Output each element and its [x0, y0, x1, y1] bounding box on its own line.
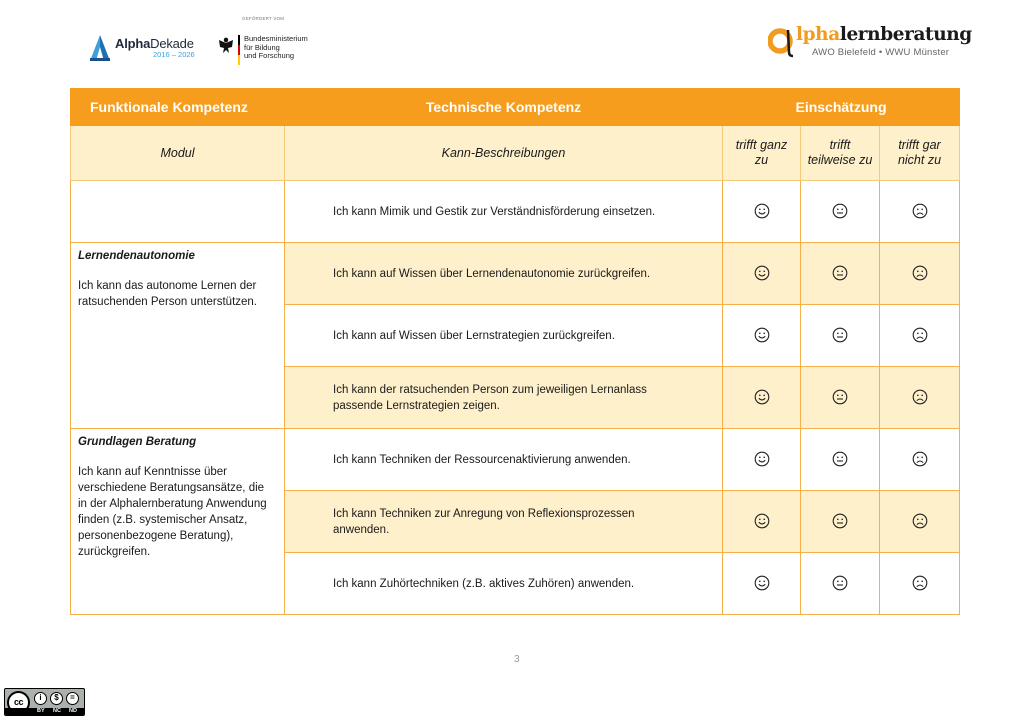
rating-cell-partial[interactable] — [801, 181, 880, 243]
smiling-face-icon[interactable] — [754, 451, 770, 467]
alphadekade-name-regular: Dekade — [150, 36, 194, 52]
german-flag-stripe — [238, 35, 240, 65]
alphadekade-name-bold: Alpha — [115, 36, 151, 52]
rating-cell-none[interactable] — [880, 429, 960, 491]
header-assessment: Einschätzung — [723, 89, 960, 126]
subheader-module: Modul — [71, 126, 285, 181]
bmbf-tagline: GEFÖRDERT VOM — [242, 16, 285, 21]
license-label-nc: NC — [53, 708, 61, 714]
attribution-icon: i — [34, 692, 47, 705]
rating-cell-none[interactable] — [880, 243, 960, 305]
rating-cell-full[interactable] — [723, 491, 801, 553]
can-do-description: Ich kann auf Wissen über Lernstrategien zurückgreifen. — [285, 305, 723, 367]
subheader-rating-partial: trifft teilweise zu — [801, 126, 880, 181]
alphadekade-years: 2016 – 2026 — [153, 50, 195, 60]
can-do-description: Ich kann auf Wissen über Lernendenautonomie zurückgreifen. — [285, 243, 723, 305]
rating-cell-none[interactable] — [880, 367, 960, 429]
cc-icon: cc — [7, 691, 30, 714]
rating-cell-partial[interactable] — [801, 243, 880, 305]
federal-eagle-icon — [218, 36, 234, 54]
logo-subtitle: AWO Bielefeld • WWU Münster — [812, 47, 950, 58]
table-subheader-row — [71, 126, 960, 181]
module-cell — [71, 181, 285, 243]
frowning-face-icon[interactable] — [912, 513, 928, 529]
can-do-description: Ich kann Techniken zur Anregung von Reflexionsprozessen anwenden. — [285, 491, 723, 553]
license-label-nd: ND — [69, 708, 77, 714]
noncommercial-icon: $ — [50, 692, 63, 705]
alphalernberatung-logo — [768, 24, 972, 66]
smiling-face-icon[interactable] — [754, 389, 770, 405]
alphadekade-a-icon — [90, 35, 110, 61]
bmbf-line-1: Bundesministerium — [244, 34, 308, 43]
neutral-face-icon[interactable] — [832, 203, 848, 219]
alphadekade-logo — [90, 33, 195, 63]
bmbf-line-2: für Bildung — [244, 42, 280, 52]
rating-cell-full[interactable] — [723, 367, 801, 429]
noderivatives-icon: = — [66, 692, 79, 705]
can-do-description: Ich kann Mimik und Gestik zur Verständnisförderung einsetzen. — [285, 181, 723, 243]
module-cell — [71, 429, 285, 615]
rating-cell-full[interactable] — [723, 429, 801, 491]
header-functional-competence: Funktionale Kompetenz — [71, 89, 285, 126]
table-body — [71, 181, 960, 615]
rating-cell-full[interactable] — [723, 181, 801, 243]
frowning-face-icon[interactable] — [912, 575, 928, 591]
table-row — [71, 181, 960, 243]
frowning-face-icon[interactable] — [912, 451, 928, 467]
smiling-face-icon[interactable] — [754, 203, 770, 219]
module-cell — [71, 243, 285, 429]
smiling-face-icon[interactable] — [754, 513, 770, 529]
rating-cell-full[interactable] — [723, 305, 801, 367]
frowning-face-icon[interactable] — [912, 389, 928, 405]
rating-cell-partial[interactable] — [801, 367, 880, 429]
neutral-face-icon[interactable] — [832, 265, 848, 281]
license-label-by: BY — [37, 708, 45, 714]
page-number: 3 — [514, 654, 520, 665]
logo-title-rest: lernberatung — [839, 24, 972, 45]
rating-cell-partial[interactable] — [801, 305, 880, 367]
rating-cell-full[interactable] — [723, 243, 801, 305]
neutral-face-icon[interactable] — [832, 389, 848, 405]
neutral-face-icon[interactable] — [832, 451, 848, 467]
logo-title-pha: lpha — [796, 24, 840, 45]
rating-cell-partial[interactable] — [801, 491, 880, 553]
neutral-face-icon[interactable] — [832, 575, 848, 591]
alphalernberatung-a-icon — [768, 26, 794, 58]
frowning-face-icon[interactable] — [912, 327, 928, 343]
subheader-descriptions: Kann-Beschreibungen — [285, 126, 723, 181]
rating-cell-partial[interactable] — [801, 553, 880, 615]
module-description: Ich kann auf Kenntnisse über verschiedene Beratungsansätze, die in der Alphalernberatung Anwendung finden (z.B. systemischer Ansatz, personenbezogene Beratung), zurückgreifen. — [78, 466, 267, 558]
table-row — [71, 429, 960, 491]
smiling-face-icon[interactable] — [754, 265, 770, 281]
competence-table-wrapper — [70, 88, 959, 615]
bmbf-logo — [218, 16, 328, 68]
subheader-rating-full: trifft ganz zu — [723, 126, 801, 181]
module-description: Ich kann das autonome Lernen der ratsuchenden Person unterstützen. — [78, 280, 258, 308]
bmbf-line-3: und Forschung — [244, 51, 295, 60]
header-technical-competence: Technische Kompetenz — [285, 89, 723, 126]
rating-cell-full[interactable] — [723, 553, 801, 615]
rating-cell-none[interactable] — [880, 491, 960, 553]
frowning-face-icon[interactable] — [912, 203, 928, 219]
rating-cell-none[interactable] — [880, 181, 960, 243]
module-title: Lernendenautonomie — [78, 250, 195, 262]
smiling-face-icon[interactable] — [754, 575, 770, 591]
can-do-description: Ich kann Zuhörtechniken (z.B. aktives Zuhören) anwenden. — [285, 553, 723, 615]
table-header-row — [71, 89, 960, 126]
subheader-rating-none: trifft gar nicht zu — [880, 126, 960, 181]
table-row — [71, 243, 960, 305]
can-do-description: Ich kann Techniken der Ressourcenaktivierung anwenden. — [285, 429, 723, 491]
can-do-description: Ich kann der ratsuchenden Person zum jeweiligen Lernanlass passende Lernstrategien zeigen. — [285, 367, 723, 429]
rating-cell-none[interactable] — [880, 553, 960, 615]
module-title: Grundlagen Beratung — [78, 436, 197, 448]
rating-cell-partial[interactable] — [801, 429, 880, 491]
neutral-face-icon[interactable] — [832, 327, 848, 343]
frowning-face-icon[interactable] — [912, 265, 928, 281]
rating-cell-none[interactable] — [880, 305, 960, 367]
neutral-face-icon[interactable] — [832, 513, 848, 529]
competence-table — [70, 88, 960, 615]
cc-license-badge[interactable] — [4, 688, 85, 716]
smiling-face-icon[interactable] — [754, 327, 770, 343]
